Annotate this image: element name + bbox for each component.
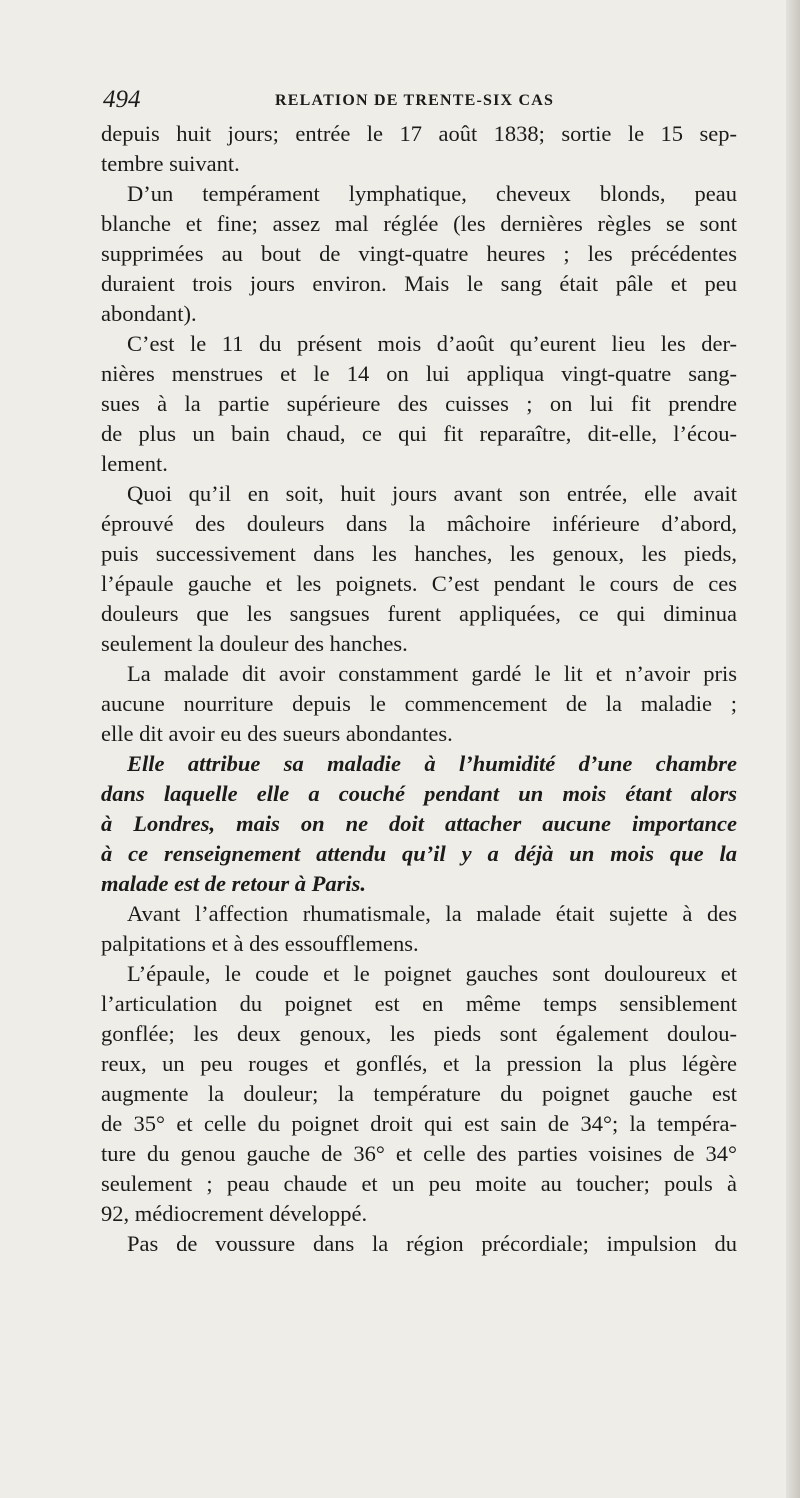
text-line: seulement ; peau chaude et un peu moite au toucher; pouls à	[101, 1171, 737, 1196]
text-line: nières menstrues et le 14 on lui appliqua vingt-quatre sang-	[101, 361, 737, 386]
text-line: de 35° et celle du poignet droit qui est sain de 34°; la tempéra-	[101, 1111, 737, 1136]
text-line: aucune nourriture depuis le commencement de la maladie ;	[101, 691, 737, 716]
text-line: L’épaule, le coude et le poignet gauches sont douloureux et	[127, 961, 737, 986]
text-line: supprimées au bout de vingt-quatre heures ; les précédentes	[101, 241, 737, 266]
running-head: RELATION DE TRENTE-SIX CAS	[275, 92, 555, 109]
text-line: tembre suivant.	[101, 151, 240, 176]
text-line: La malade dit avoir constamment gardé le lit et n’avoir pris	[127, 661, 737, 686]
text-line: puis successivement dans les hanches, les genoux, les pieds,	[101, 541, 737, 566]
text-line: abondant).	[101, 301, 197, 326]
text-line: douleurs que les sangsues furent appliquées, ce qui diminua	[101, 601, 737, 626]
italic-text-line: à Londres, mais on ne doit attacher aucune importance	[101, 811, 737, 836]
italic-text-line: Elle attribue sa maladie à l’humidité d’une chambre	[127, 751, 737, 776]
text-line: l’articulation du poignet est en même temps sensiblement	[101, 991, 737, 1016]
text-line: éprouvé des douleurs dans la mâchoire inférieure d’abord,	[101, 511, 737, 536]
body-text	[101, 119, 737, 1259]
text-line: blanche et fine; assez mal réglée (les dernières règles se sont	[101, 211, 737, 236]
text-line: ture du genou gauche de 36° et celle des parties voisines de 34°	[101, 1141, 737, 1166]
text-line: Avant l’affection rhumatismale, la malade était sujette à des	[127, 901, 737, 926]
text-line: 92, médiocrement développé.	[101, 1201, 368, 1226]
text-line: Pas de voussure dans la région précordiale; impulsion du	[127, 1231, 737, 1256]
text-line: gonflée; les deux genoux, les pieds sont également doulou-	[101, 1021, 737, 1046]
text-line: sues à la partie supérieure des cuisses ; on lui fit prendre	[101, 391, 737, 416]
text-line: de plus un bain chaud, ce qui fit reparaître, dit-elle, l’écou-	[101, 421, 737, 446]
text-line: augmente la douleur; la température du poignet gauche est	[101, 1081, 737, 1106]
text-line: l’épaule gauche et les poignets. C’est pendant le cours de ces	[101, 571, 737, 596]
text-line: reux, un peu rouges et gonflés, et la pression la plus légère	[101, 1051, 737, 1076]
text-line: palpitations et à des essoufflemens.	[101, 931, 419, 956]
text-line: D’un tempérament lymphatique, cheveux blonds, peau	[127, 181, 737, 206]
text-line: elle dit avoir eu des sueurs abondantes.	[101, 721, 453, 746]
text-line: depuis huit jours; entrée le 17 août 1838; sortie le 15 sep-	[101, 121, 737, 146]
text-line: C’est le 11 du présent mois d’août qu’eurent lieu les der-	[127, 331, 737, 356]
page-edge-shadow	[786, 0, 800, 1498]
italic-text-line: malade est de retour à Paris.	[101, 871, 366, 896]
text-line: lement.	[101, 451, 168, 476]
page-number: 494	[103, 86, 141, 113]
text-line: duraient trois jours environ. Mais le sang était pâle et peu	[101, 271, 737, 296]
page-header	[103, 86, 663, 116]
text-line: Quoi qu’il en soit, huit jours avant son entrée, elle avait	[127, 481, 737, 506]
italic-text-line: à ce renseignement attendu qu’il y a déjà un mois que la	[101, 841, 737, 866]
italic-text-line: dans laquelle elle a couché pendant un mois étant alors	[101, 781, 737, 806]
text-line: seulement la douleur des hanches.	[101, 631, 408, 656]
